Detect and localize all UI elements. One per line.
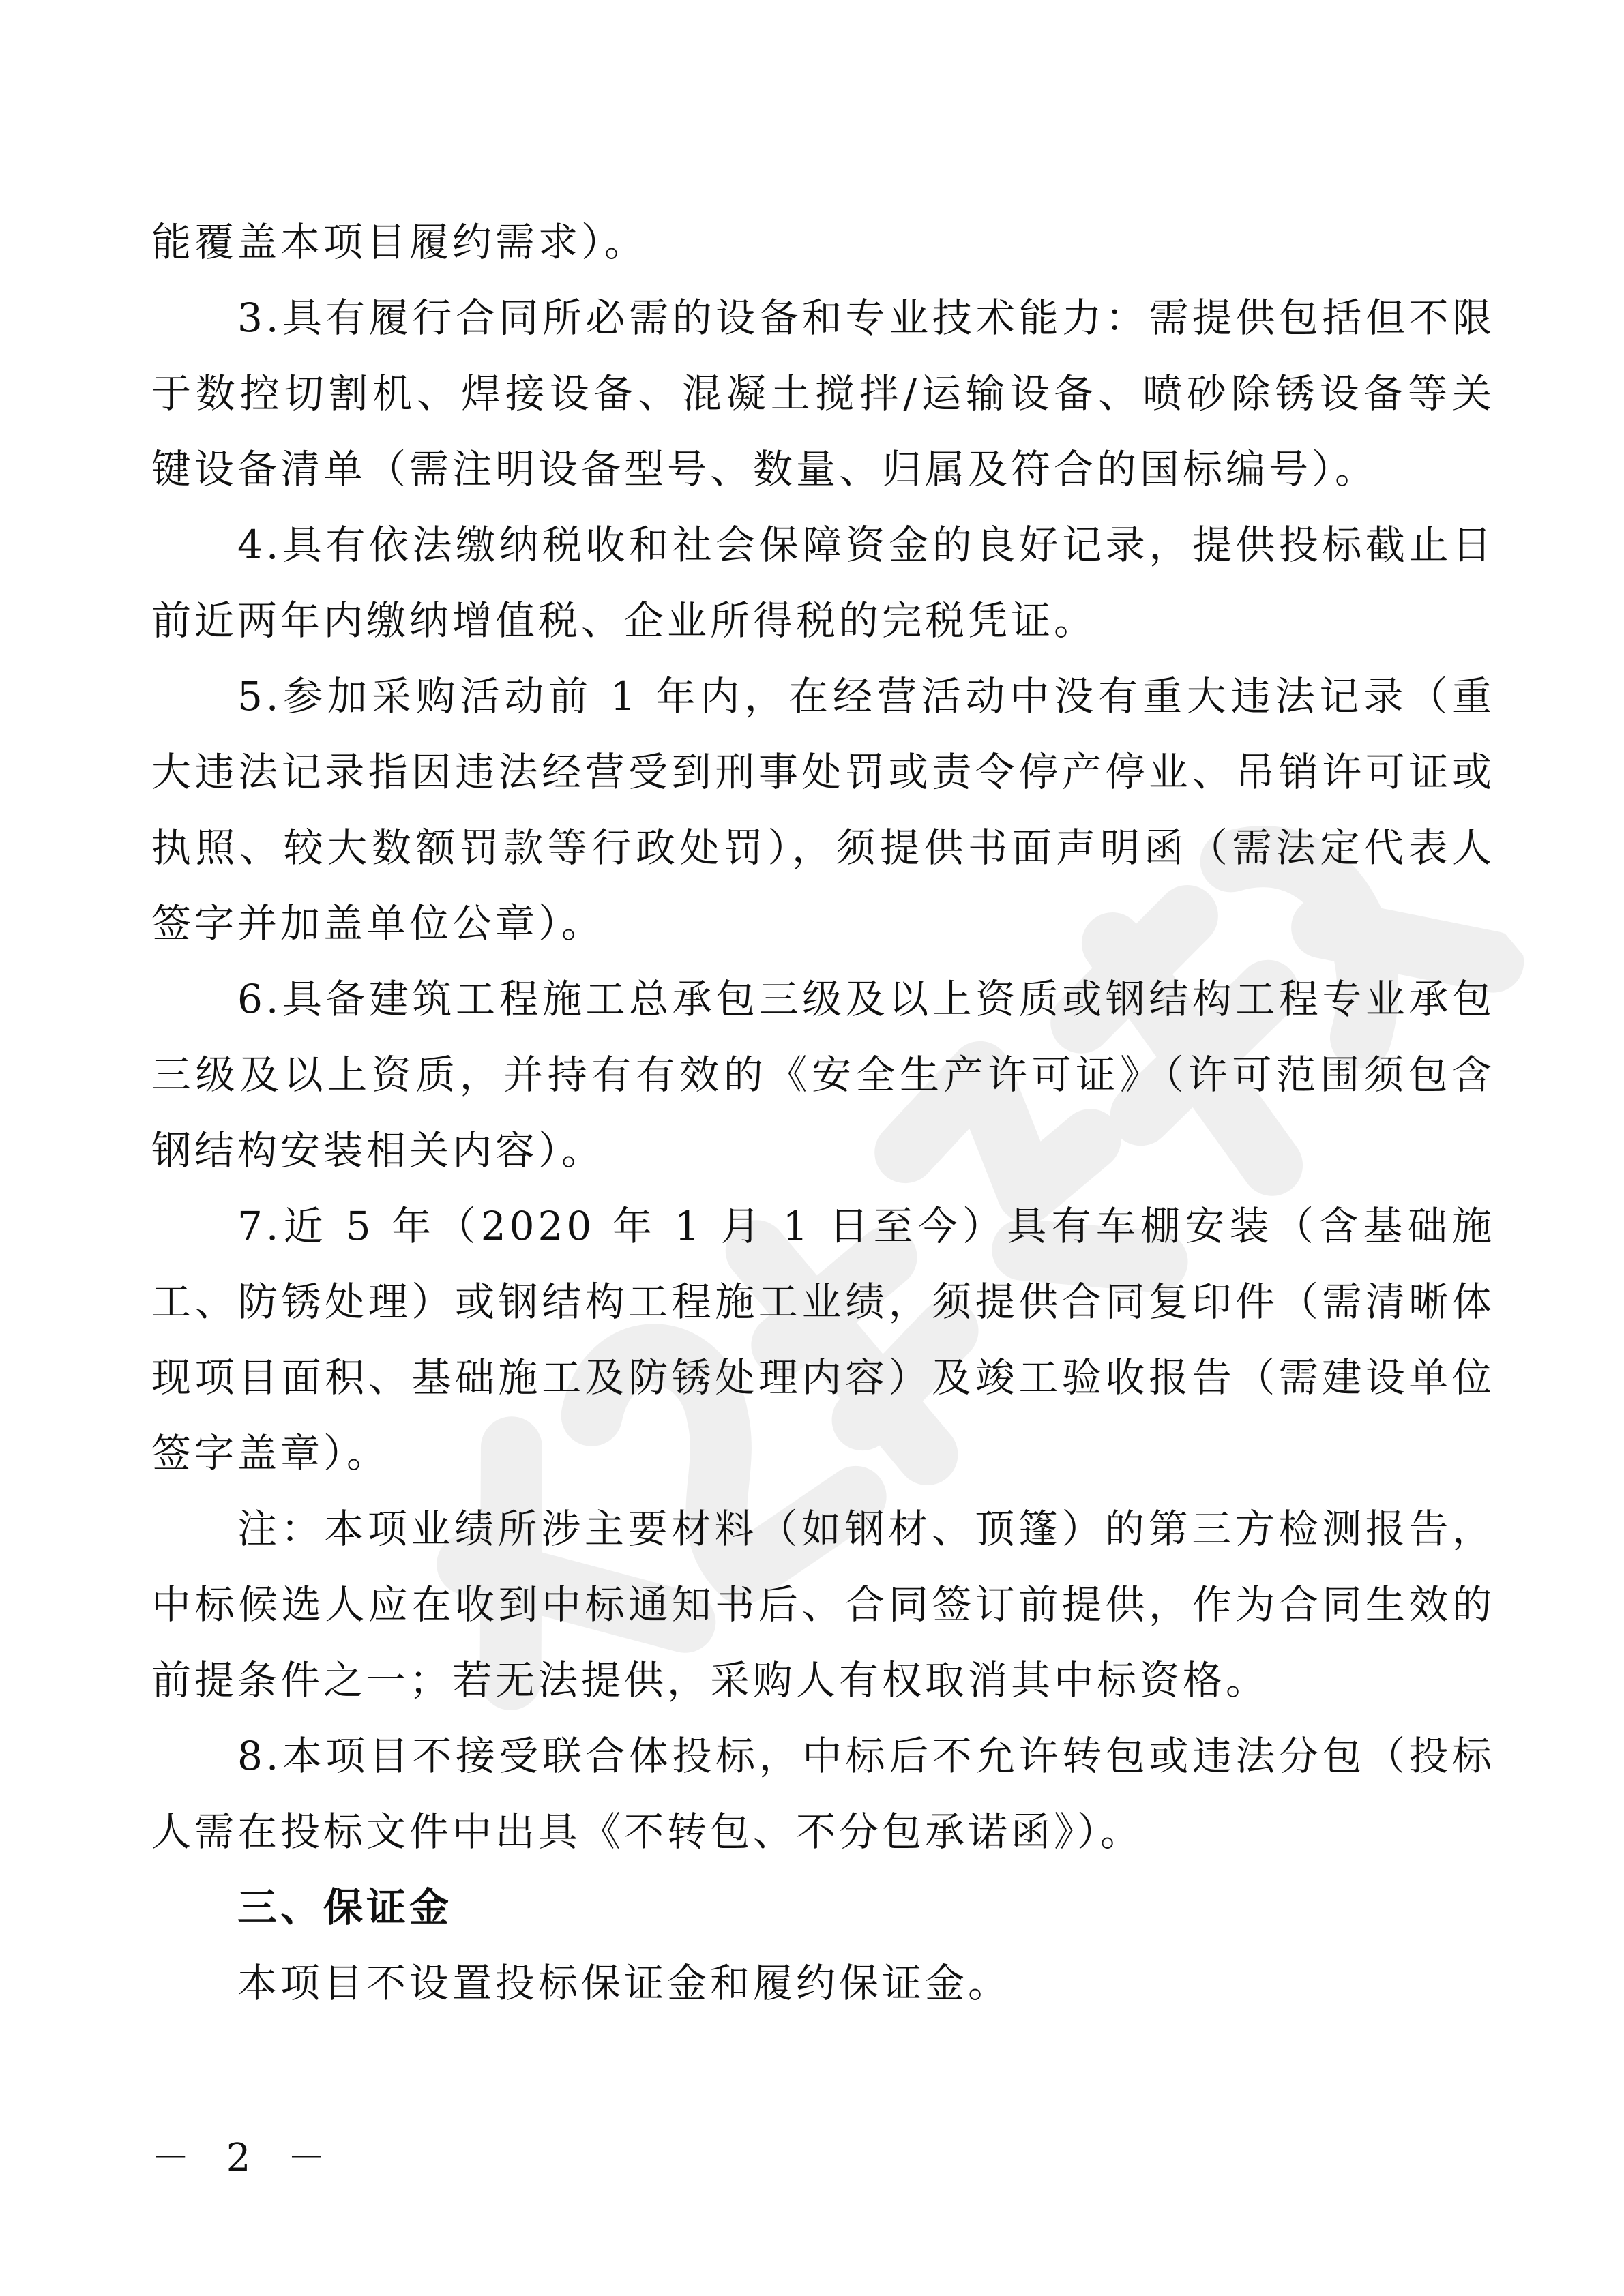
paragraph-item-8: 8.本项目不接受联合体投标，中标后不允许转包或违法分包（投标人需在投标文件中出具《不转包、不分包承诺函》）。 xyxy=(151,1733,1495,1855)
paragraph-item-5: 5.参加采购活动前 1 年内，在经营活动中没有重大违法记录（重大违法记录指因违法经营受到刑事处罚或责令停产停业、吊销许可证或执照、较大数额罚款等行政处罚），须提供书面声明函（需法定代表人签字并加盖单位公章）。 xyxy=(151,673,1495,946)
paragraph-item-4: 4.具有依法缴纳税收和社会保障资金的良好记录，提供投标截止日前近两年内缴纳增值税、企业所得税的完税凭证。 xyxy=(151,522,1495,644)
paragraph-continuation: 能覆盖本项目履约需求）。 xyxy=(151,219,648,265)
document-body xyxy=(151,205,1495,2021)
section-heading: 三、保证金 xyxy=(237,1884,453,1930)
paragraph-note: 注：本项业绩所涉主要材料（如钢材、顶篷）的第三方检测报告，中标候选人应在收到中标通知书后、合同签订前提供，作为合同生效的前提条件之一；若无法提供，采购人有权取消其中标资格。 xyxy=(151,1506,1495,1703)
paragraph-item-6: 6.具备建筑工程施工总承包三级及以上资质或钢结构工程专业承包三级及以上资质，并持有有效的《安全生产许可证》（许可范围须包含钢结构安装相关内容）。 xyxy=(151,976,1495,1174)
paragraph-item-7: 7.近 5 年（2020 年 1 月 1 日至今）具有车棚安装（含基础施工、防锈处理）或钢结构工程施工业绩，须提供合同复印件（需清晰体现项目面积、基础施工及防锈处理内容）及竣工验收报告（需建设单位签字盖章）。 xyxy=(151,1203,1495,1476)
page-number: － 2 － xyxy=(151,2136,338,2180)
section-text: 本项目不设置投标保证金和履约保证金。 xyxy=(237,1960,1012,2006)
paragraph-item-3: 3.具有履行合同所必需的设备和专业技术能力：需提供包括但不限于数控切割机、焊接设备、混凝土搅拌/运输设备、喷砂除锈设备等关键设备清单（需注明设备型号、数量、归属及符合的国标编号）。 xyxy=(151,295,1495,492)
